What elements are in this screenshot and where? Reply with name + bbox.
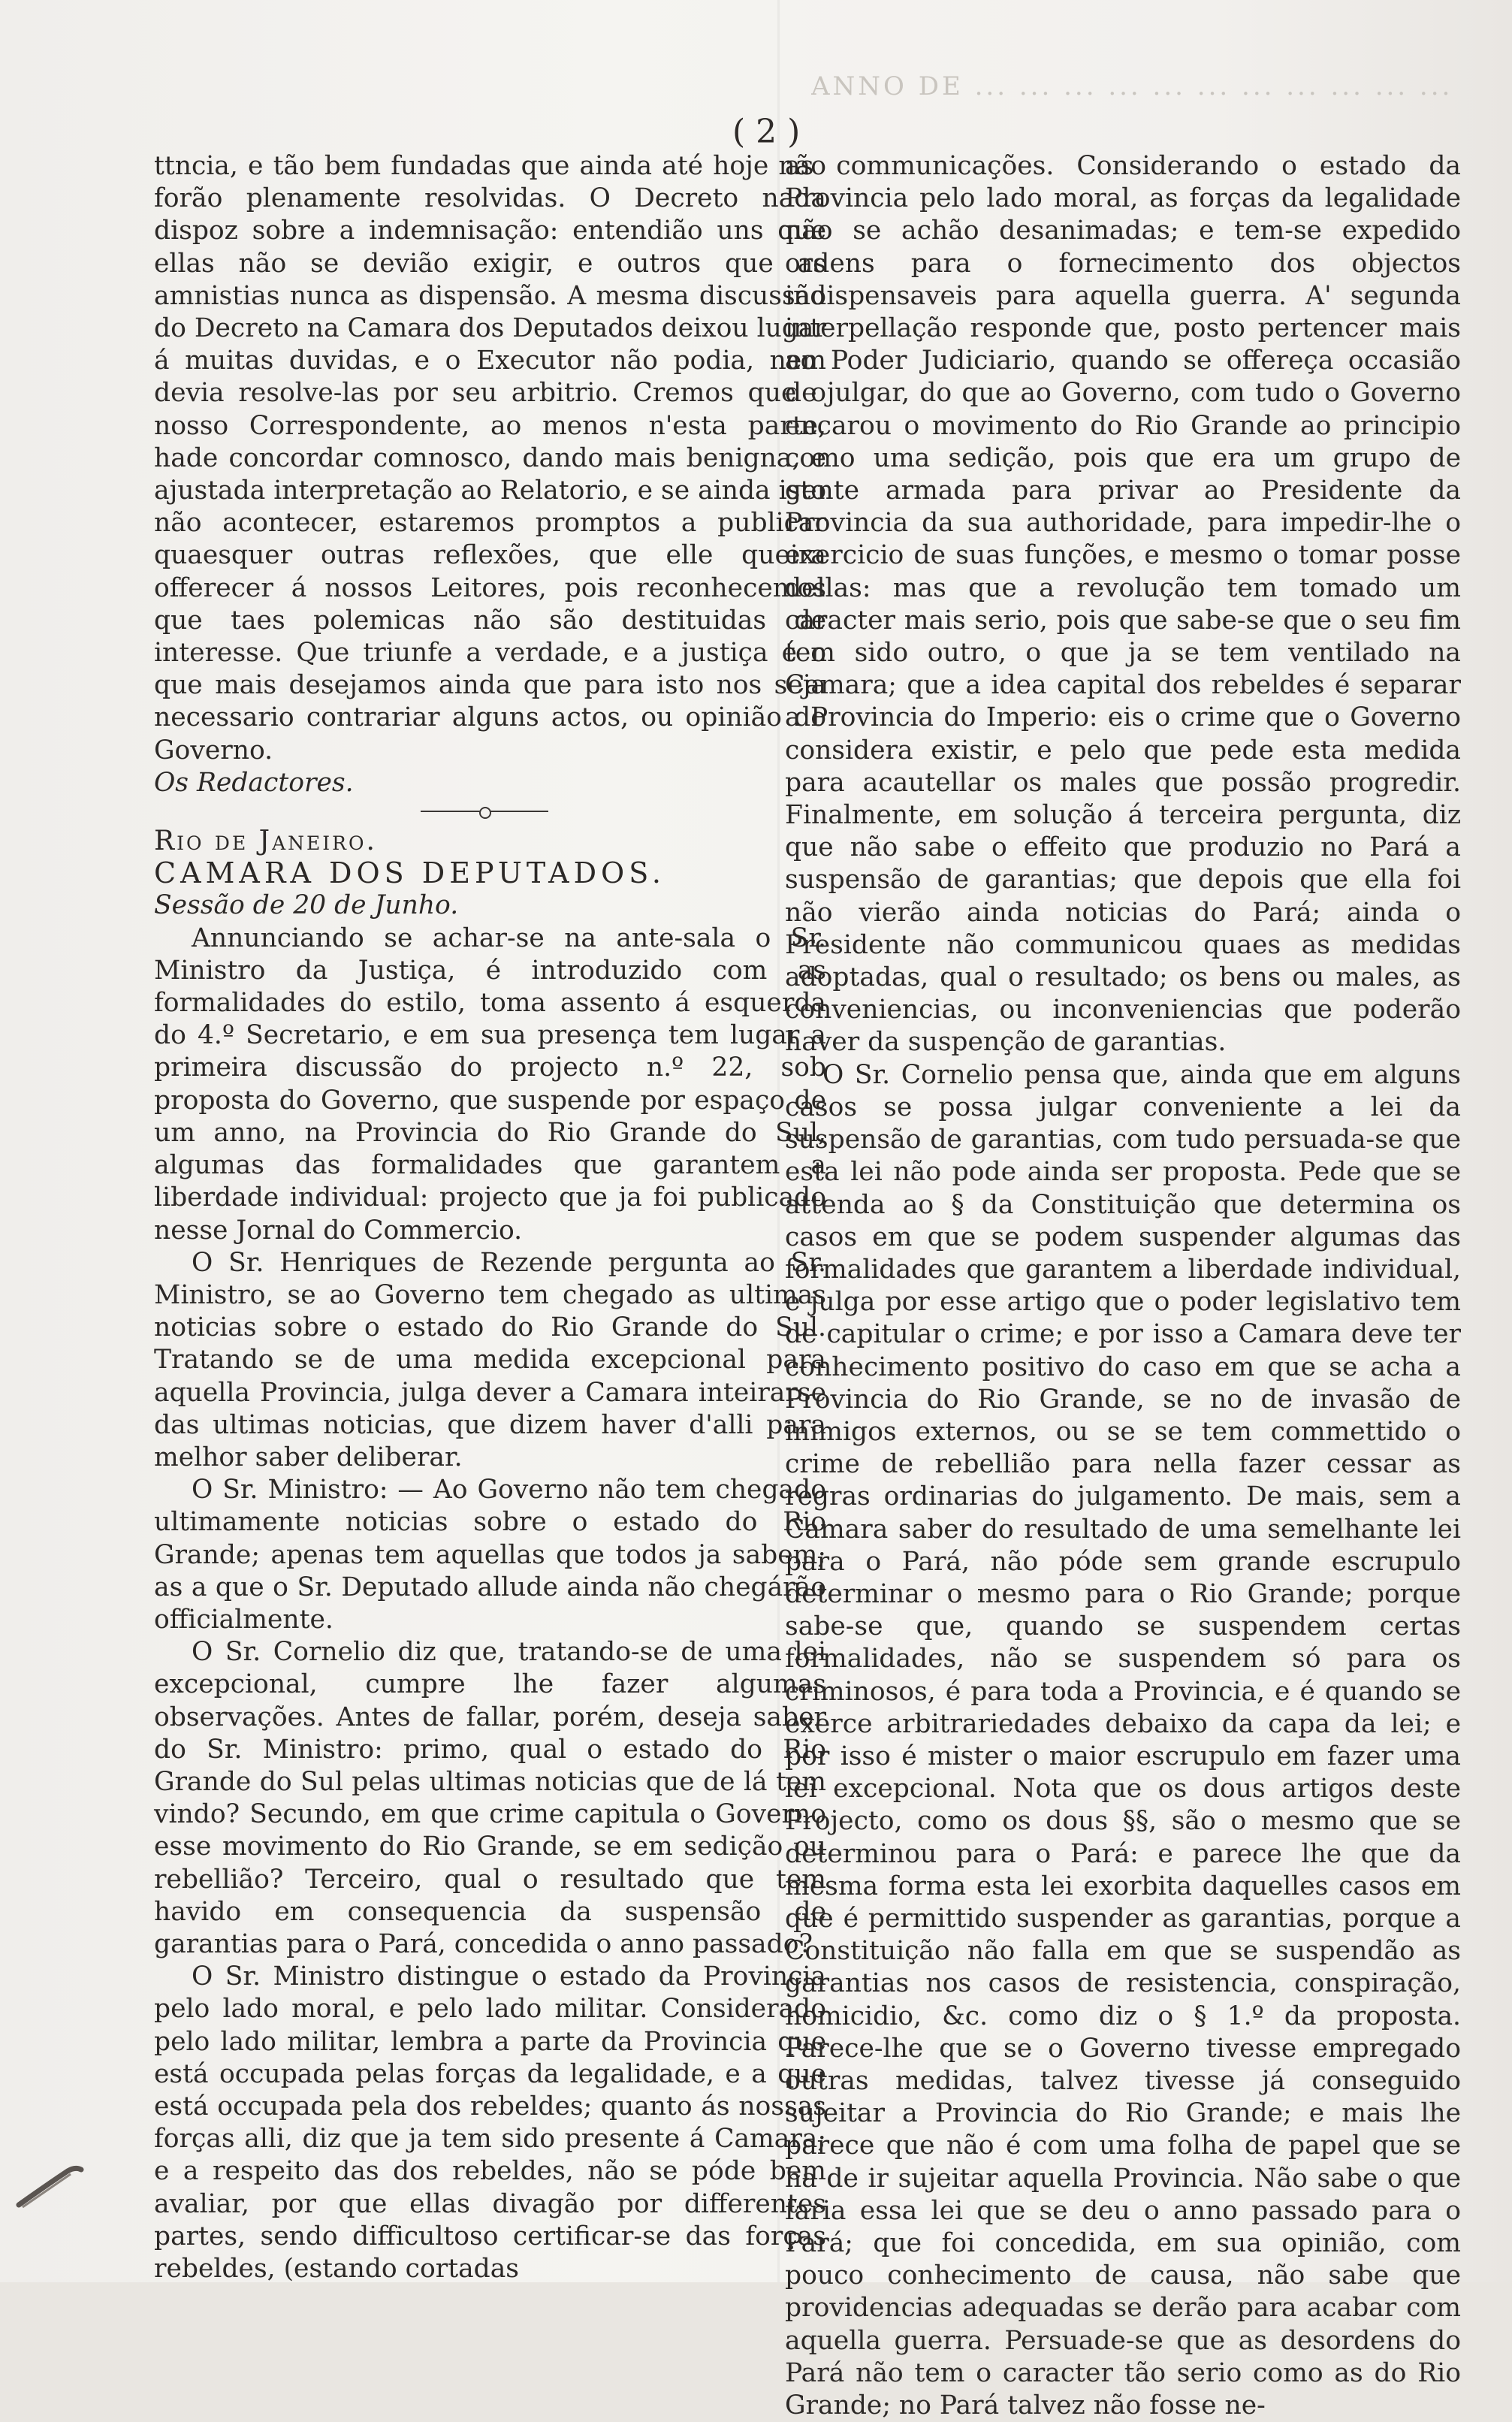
- session-heading: Sessão de 20 de Junho.: [154, 890, 459, 921]
- paragraph: Annunciando se achar-se na ante-sala o Sr. Ministro da Justiça, é introduzido com as formalidades do estilo, toma assento á esquerda do 4.º Secretario, e em sua presença tem lugar a primeira discussão do projecto n.º 22, sob proposta do Governo, que suspende por espaço de um anno, na Provincia do Rio Grande do Sul, algumas das formalidades que garantem a liberdade individual: projecto que ja foi publicado nesse Jornal do Commercio.: [154, 923, 826, 1246]
- page-number: ( 2 ): [732, 113, 801, 151]
- pin-icon: [15, 2164, 120, 2209]
- paragraph: as communicações. Considerando o estado da Provincia pelo lado moral, as forças da legalidade não se achão desanimadas; e tem-se expedido ordens para o fornecimento dos objectos indispensaveis para aquella guerra. A' segunda interpellação responde que, posto pertencer mais ao Poder Judiciario, quando se offereça occasião de julgar, do que ao Governo, com tudo o Governo encarou o movimento do Rio Grande ao principio como uma sedição, pois que era um grupo de gente armada para privar ao Presidente da Provincia da sua authoridade, para impedir-lhe o exercicio de suas funções, e mesmo o tomar posse dellas: mas que a revolução tem tomado um caracter mais serio, pois que sabe-se que o seu fim tem sido outro, o que ja se tem ventilado na Camara; que a idea capital dos rebeldes é separar a Provincia do Imperio: eis o crime que o Governo considera existir, e pelo que pede esta medida para acautellar os males que possão progredir. Finalmente, em solução á terceira pergunta, diz que não sabe o effeito que produzio no Pará a suspensão de garantias; que depois que ella foi não vierão ainda noticias do Pará; ainda o Presidente não communicou quaes as medidas adoptadas, qual o resultado; os bens ou males, as conveniencias, ou inconveniencias que poderão haver da suspenção de garantias.: [785, 151, 1461, 1058]
- left-column: [154, 150, 826, 2285]
- bleed-through-text: ANNO DE ... ... ... ... ... ... ... ... ... ... ...: [811, 71, 1453, 101]
- paragraph: O Sr. Ministro distingue o estado da Provincia pelo lado moral, e pelo lado militar. Considerado pelo lado militar, lembra a parte da Provincia que está occupada pelas forças da legalidade, e a que está occupada pela dos rebeldes; quanto ás nossas forças alli, diz que ja tem sido presente á Camara; e a respeito das dos rebeldes, não se póde bem avaliar, por que ellas divagão por differentes partes, sendo difficultoso certificar-se das forças rebeldes, (estando cortadas: [154, 1961, 826, 2284]
- intro-paragraph: ttncia, e tão bem fundadas que ainda até hoje não forão plenamente resolvidas. O Decreto nada dispoz sobre a indemnisação: entendião uns que ellas não se devião exigir, e outros que as amnistias nunca as dispensão. A mesma discussão do Decreto na Camara dos Deputados deixou lugar á muitas duvidas, e o Executor não podia, nem devia resolve-las por seu arbitrio. Cremos que o nosso Correspondente, ao menos n'esta parte, hade concordar comnosco, dando mais benigna, e ajustada interpretação ao Relatorio, e se ainda isto não acontecer, estaremos promptos a publicar quaesquer outras reflexões, que elle queira offerecer á nossos Leitores, pois reconhecemos que taes polemicas não são destituidas de interesse. Que triunfe a verdade, e a justiça é o que mais desejamos ainda que para isto nos seja necessario contrariar alguns actos, ou opinião do Governo.: [154, 151, 826, 766]
- signature: Os Redactores.: [154, 767, 354, 798]
- section-divider: [154, 802, 826, 820]
- paragraph: O Sr. Ministro: — Ao Governo não tem chegado ultimamente noticias sobre o estado do Rio Grande; apenas tem aquellas que todos ja sabem; as a que o Sr. Deputado allude ainda não chegárão officialmente.: [154, 1475, 826, 1635]
- paragraph: O Sr. Henriques de Rezende pergunta ao Sr. Ministro, se ao Governo tem chegado as ultimas noticias sobre o estado do Rio Grande do Sul. Tratando se de uma medida excepcional para aquella Provincia, julga dever a Camara inteirarse das ultimas noticias, que dizem haver d'alli para melhor saber deliberar.: [154, 1247, 826, 1472]
- paragraph: O Sr. Cornelio pensa que, ainda que em alguns casos se possa julgar conveniente a lei da suspensão de garantias, com tudo persuada-se que esta lei não pode ainda ser proposta. Pede que se attenda ao § da Constituição que determina os casos em que se podem suspender algumas das formalidades que garantem a liberdade individual, e julga por esse artigo que o poder legislativo tem de capitular o crime; e por isso a Camara deve ter conhecimento positivo do caso em que se acha a Provincia do Rio Grande, se no de invasão de inimigos externos, ou se se tem commettido o crime de rebellião para nella fazer cessar as regras ordinarias do julgamento. De mais, sem a Camara saber do resultado de uma semelhante lei para o Pará, não póde sem grande escrupulo determinar o mesmo para o Rio Grande; porque sabe-se que, quando se suspendem certas formalidades, não se suspendem só para os criminosos, é para toda a Provincia, e é quando se exerce arbitrariedades debaixo da capa da lei; e por isso é mister o maior escrupulo em fazer uma lei excepcional. Nota que os dous artigos deste Projecto, como os dous §§, são o mesmo que se determinou para o Pará: e parece lhe que da mesma forma esta lei exorbita daquelles casos em que é permittido suspender as garantias, porque a Constituição não falla em que se suspendão as garantias nos casos de resistencia, conspiração, homicidio, &c. como diz o § 1.º da proposta. Parece-lhe que se o Governo tivesse empregado outras medidas, talvez tivesse já conseguido sujeitar a Provincia do Rio Grande; e mais lhe parece que não é com uma folha de papel que se ha de ir sujeitar aquella Provincia. Não sabe o que faria essa lei que se deu o anno passado para o Pará; que foi concedida, em sua opinião, com pouco conhecimento de causa, não sabe que providencias adequadas se derão para acabar com aquella guerra. Persuade-se que as desordens do Pará não tem o caracter tão serio como as do Rio Grande; no Pará talvez não fosse ne-: [785, 1059, 1461, 2421]
- right-column: [785, 150, 1461, 2422]
- paragraph: O Sr. Cornelio diz que, tratando-se de uma lei excepcional, cumpre lhe fazer algumas observações. Antes de fallar, porém, deseja saber do Sr. Ministro: primo, qual o estado do Rio Grande do Sul pelas ultimas noticias que de lá tem vindo? Secundo, em que crime capitula o Governo esse movimento do Rio Grande, se em sedição ou rebellião? Terceiro, qual o resultado que tem havido em consequencia da suspensão de garantias para o Pará, concedida o anno passado?: [154, 1637, 826, 1959]
- chamber-heading: CAMARA DOS DEPUTADOS.: [154, 856, 665, 890]
- place-heading: Rio de Janeiro.: [154, 826, 377, 857]
